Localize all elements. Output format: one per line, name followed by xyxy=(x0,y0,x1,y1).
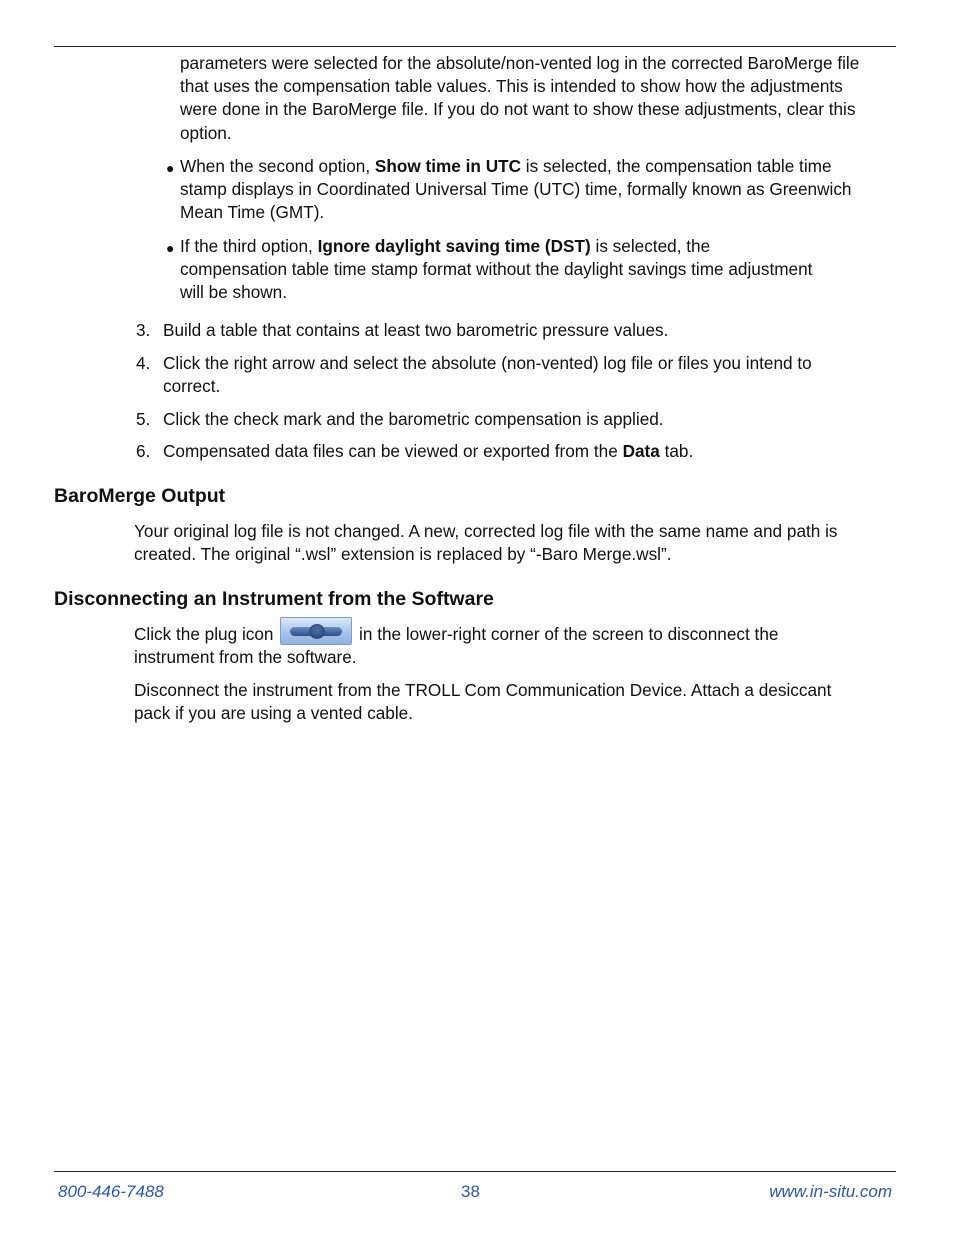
baromerge-output-body: Your original log file is not changed. A new, corrected log file with the same name and path is created. The original “.wsl” extension is replaced by “-Baro Merge.wsl”. xyxy=(134,521,838,565)
bullet-dst-post: is selected, the compensation table time stamp format without the daylight savings time adjustment will be shown. xyxy=(180,236,813,303)
bullet-utc-pre: When the second option, xyxy=(180,156,375,176)
plug-icon xyxy=(280,617,352,645)
step-5-text: Click the check mark and the barometric compensation is applied. xyxy=(163,409,664,429)
disconnect-paragraph-2: Disconnect the instrument from the TROLL Com Communication Device. Attach a desiccant pack if you are using a vented cable. xyxy=(134,680,832,724)
step-number: 5. xyxy=(136,409,151,429)
heading-disconnecting: Disconnecting an Instrument from the Software xyxy=(54,588,494,610)
bullet-utc xyxy=(180,155,852,225)
heading-baromerge-output: BaroMerge Output xyxy=(54,485,226,507)
bullet-dot: ● xyxy=(166,240,175,256)
bullet-dot: ● xyxy=(166,160,175,176)
step-6-pre: Compensated data files can be viewed or exported from the xyxy=(163,441,623,461)
footer-phone: 800-446-7488 xyxy=(58,1182,164,1201)
step-6-bold: Data xyxy=(622,441,660,461)
footer-website[interactable]: www.in-situ.com xyxy=(769,1182,892,1201)
bullet-dst-bold: Ignore daylight saving time (DST) xyxy=(317,236,591,256)
step-number: 6. xyxy=(136,441,151,461)
disconnect-p1-pre: Click the plug icon xyxy=(134,624,279,644)
step-number: 3. xyxy=(136,320,151,340)
header-rule xyxy=(54,46,896,47)
plug-icon-core xyxy=(309,624,325,639)
step-4-text: Click the right arrow and select the absolute (non-vented) log file or files you intend to correct. xyxy=(163,353,812,397)
footer-rule xyxy=(54,1171,896,1172)
step-6-text xyxy=(163,440,883,463)
step-3-text: Build a table that contains at least two barometric pressure values. xyxy=(163,320,669,340)
bullet-utc-bold: Show time in UTC xyxy=(374,156,522,176)
disconnect-p1-post: in the lower-right corner of the screen to disconnect the instrument from the software. xyxy=(134,624,779,668)
step-6-post: tab. xyxy=(659,441,694,461)
step-number: 4. xyxy=(136,353,151,373)
disconnect-paragraph-1 xyxy=(134,623,854,669)
bullet-utc-post: is selected, the compensation table time stamp displays in Coordinated Universal Time (UTC) time, formally known as Greenwich Mean Time (GMT). xyxy=(180,156,852,223)
intro-paragraph: parameters were selected for the absolute/non-vented log in the corrected BaroMerge file that uses the compensation table values. This is intended to show how the adjustments were done in the BaroMerge file. If you do not want to show these adjustments, clear this option. xyxy=(180,53,860,143)
bullet-dst-pre: If the third option, xyxy=(180,236,318,256)
bullet-dst xyxy=(180,235,820,305)
footer-page-number: 38 xyxy=(461,1182,480,1201)
